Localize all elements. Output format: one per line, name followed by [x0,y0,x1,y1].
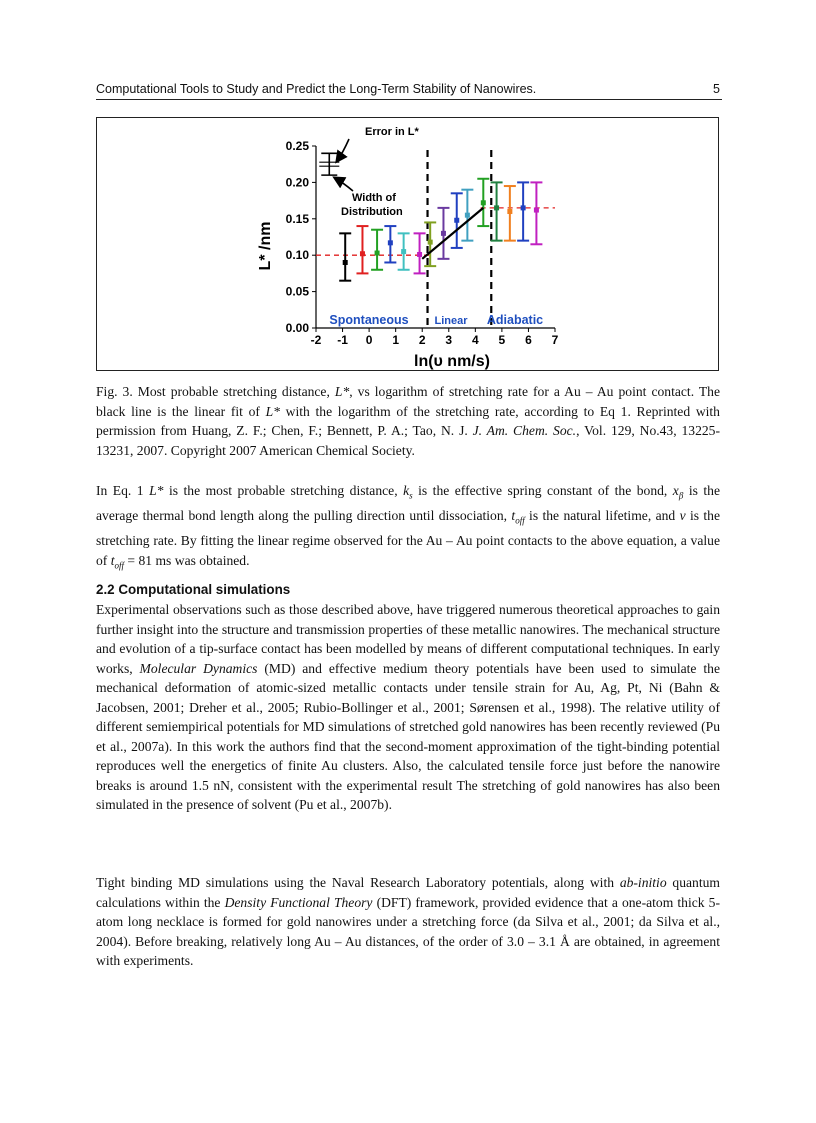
paragraph-tight-binding: Tight binding MD simulations using the Naval Research Laboratory potentials, along with ab-initio quantum calculations within the Density Functional Theory (DFT) framework, provided evidence that a one-atom thick 5-atom long necklace is formed for gold nanowires under a stretching force (da Silva et al., 2001; da Silva et al., 2004). Before breaking, relatively long Au – Au distances, of the order of 3.0 – 3.1 Å are obtained, in agreement with experiments. [96,875,720,968]
section-heading: 2.2 Computational simulations [96,582,291,597]
data-point [375,251,380,256]
data-point [494,205,499,210]
annotation-error: Error in L* [365,126,419,138]
y-tick-label: 0.15 [285,211,309,226]
stretching-distance-chart [97,118,718,370]
running-title: Computational Tools to Study and Predict the Long-Term Stability of Nanowires. [96,82,537,96]
data-point [454,218,459,223]
x-tick-label: 5 [498,333,506,347]
annotation-distribution: Distribution [341,206,403,218]
data-point [417,252,422,257]
figure-3 [96,117,719,371]
region-label-spontaneous: Spontaneous [329,313,409,327]
running-header [96,81,722,100]
data-point [360,251,365,256]
annotation-arrow [337,139,349,161]
y-tick-label: 0.00 [285,321,309,335]
x-tick-label: 2 [418,333,426,347]
y-tick-label: 0.20 [285,175,309,190]
journal-name: J. Am. Chem. Soc. [472,423,577,438]
y-axis-label: L* /nm [257,221,274,271]
data-point [441,231,446,236]
annotation-arrow [335,178,353,191]
x-tick-label: 4 [471,333,479,347]
data-point [534,208,539,213]
data-point [481,200,486,205]
data-point [401,249,406,254]
data-point [428,240,433,245]
x-tick-label: 7 [551,333,559,347]
x-tick-label: 0 [365,333,373,347]
data-point [521,205,526,210]
y-tick-label: 0.10 [285,248,309,263]
figure-caption: Fig. 3. Most probable stretching distance, L*, vs logarithm of stretching rate for a Au – Au point contact. The black line is the linear fit of L* with the logarithm of the stretching rate, according to Eq 1. Reprinted with permission from Huang, Z. F.; Chen, F.; Bennett, P. A.; Tao, N. J. J. Am. Chem. Soc., Vol. 129, No.43, 13225-13231, 2007. Copyright 2007 American Chemical Society. [96,384,720,458]
y-tick-label: 0.25 [285,139,309,153]
x-tick-label: 6 [525,333,532,347]
x-tick-label: -1 [337,333,348,347]
x-tick-label: 3 [445,333,453,347]
paragraph-simulations: Experimental observations such as those described above, have triggered numerous theoretical approaches to gain further insight into the structure and transmission properties of these metallic nanowires. The mechanical structure and evolution of a tip-surface contact has been modelled by means of different computational techniques. In early works, Molecular Dynamics (MD) and effective medium theory potentials have been used to simulate the mechanical deformation of atomic-sized metallic contacts under tensile strain for Au, Ag, Pt, Ni (Bahn & Jacobsen, 2001; Dreher et al., 2005; Rubio-Bollinger et al., 2001; Sørensen et al., 1998). The relative utility of different semiempirical potentials for MD simulations of stretched gold nanowires has been recently reviewed (Pu et al., 2007a). In this work the authors find that the second-moment approximation of the tight-binding potential reproduces well the energetics of finite Au clusters. Also, the calculated tensile force just before the nanowire breaks is around 1.5 nN, consistent with the experimental result The stretching of gold nanowires has also been simulated in the presence of solvent (Pu et al., 2007b). [96,602,720,812]
page-number: 5 [713,82,720,96]
paragraph-equation: In Eq. 1 L* is the most probable stretching distance, $k_s$ is the effective spring constant of the bond, $x_\beta$ is the average thermal bond length along the pulling direction until dissociation, $t_{off}$ is the natural lifetime, and ν is the stretching rate. By fitting the linear regime observed for the Au – Au point contacts to the above equation, a value of $t_{off} = 81$ ms was obtained. [96,483,720,571]
region-label-linear: Linear [434,315,468,327]
fit-line [422,208,483,259]
x-tick-label: 1 [392,333,400,347]
data-point [343,260,348,265]
data-point [388,240,393,245]
x-axis-label: ln(υ nm/s) [414,353,490,370]
data-point [507,209,512,214]
data-point [465,213,470,218]
annotation-width: Width of [352,192,396,204]
y-tick-label: 0.05 [285,284,309,299]
x-tick-label: -2 [310,333,322,347]
region-label-adiabatic: Adiabatic [486,313,544,327]
